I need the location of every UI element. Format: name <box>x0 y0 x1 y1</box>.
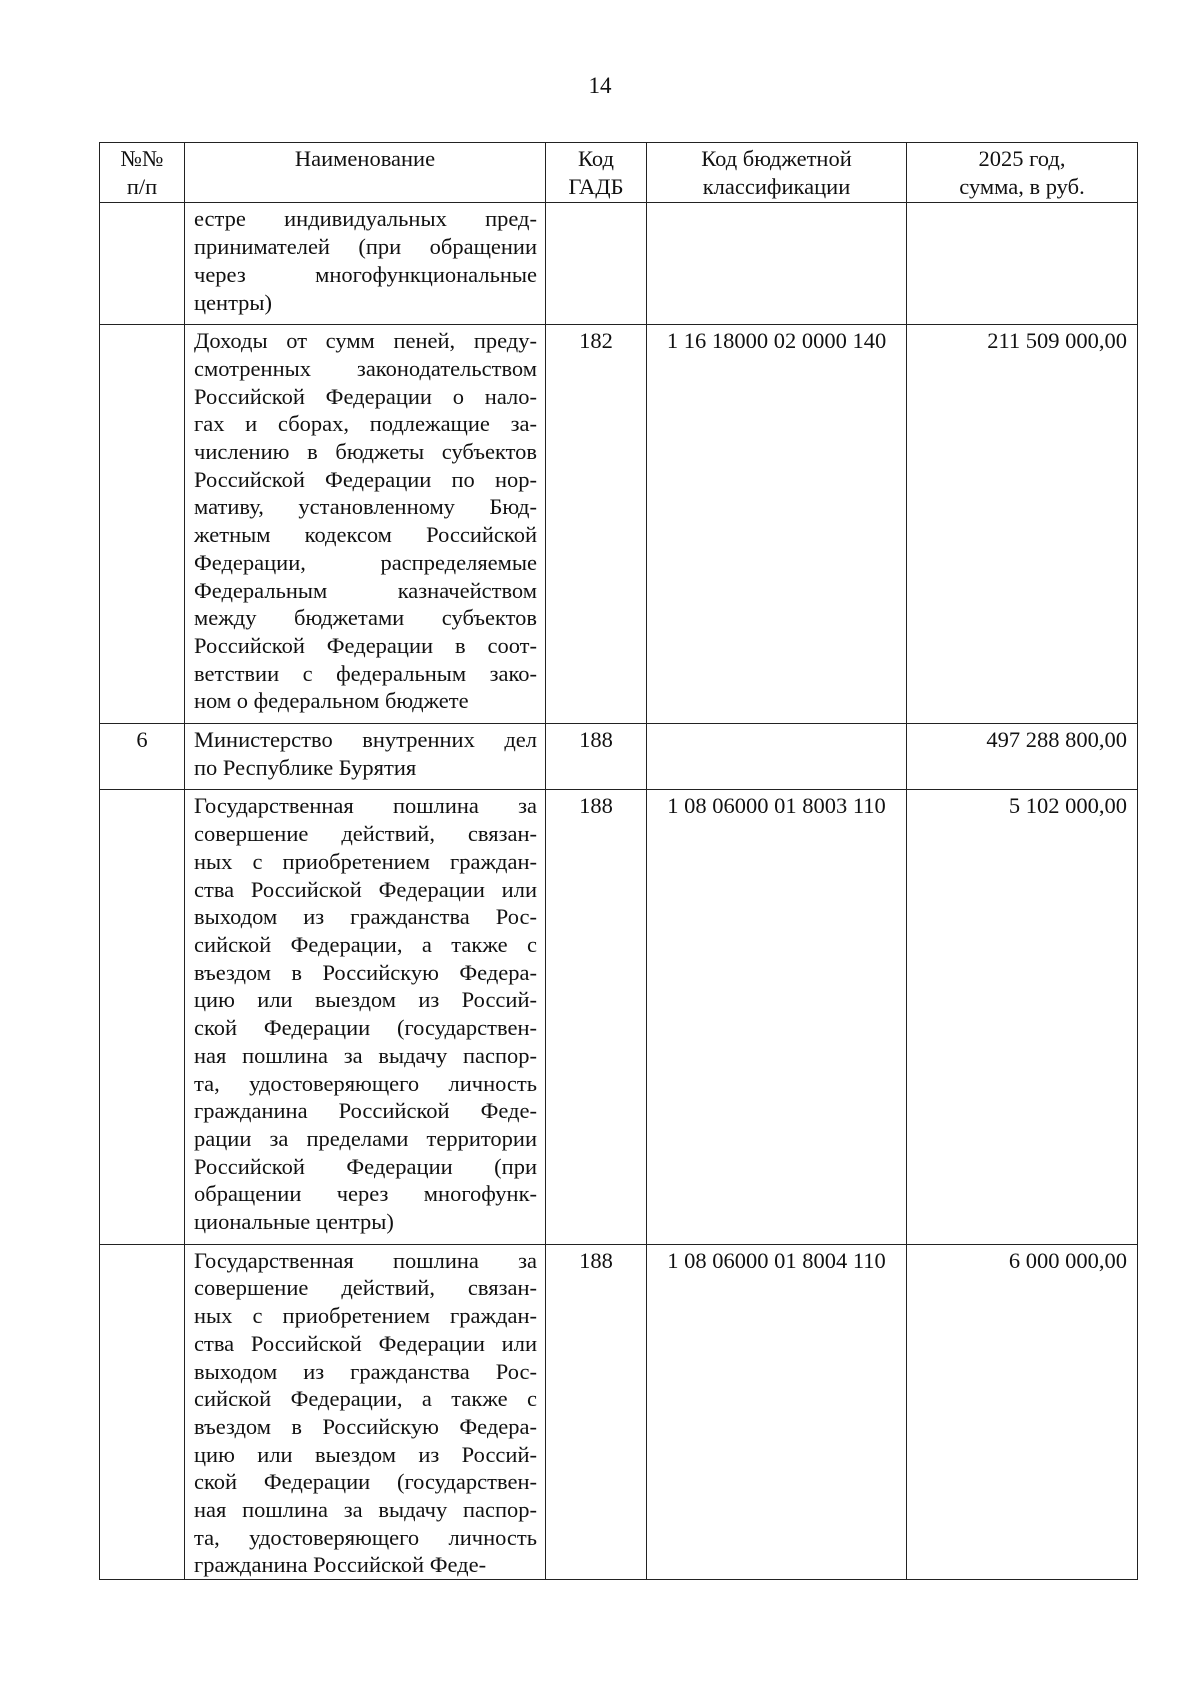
row-name-cell <box>185 790 546 1244</box>
row-name-line: ная пошлина за выдачу паспор- <box>194 1042 537 1068</box>
row-gadb-cell: 182 <box>546 325 647 724</box>
row-name-line: выходом из гражданства Рос- <box>194 904 537 930</box>
row-name-line: Российской Федерации (при <box>194 1153 537 1179</box>
row-name-line: числению в бюджеты субъектов <box>194 439 537 465</box>
row-name-line: Российской Федерации в соот- <box>194 632 537 658</box>
row-name-cell <box>185 724 546 790</box>
row-name-line: сийской Федерации, а также с <box>194 1386 537 1412</box>
row-name-line: между бюджетами субъектов <box>194 605 537 631</box>
row-name-line: та, удостоверяющего личность <box>194 1070 537 1096</box>
row-name-line: ской Федерации (государствен- <box>194 1015 537 1041</box>
table-row <box>100 790 1138 1244</box>
header-gadb-line2: ГАДБ <box>568 173 624 199</box>
header-sum-line2: сумма, в руб. <box>959 173 1085 199</box>
row-name-line: Федерации, распределяемые <box>194 549 537 575</box>
table-row <box>100 1244 1138 1579</box>
row-name-line: ства Российской Федерации или <box>194 876 537 902</box>
row-name-line: Российской Федерации по нор- <box>194 466 537 492</box>
row-name-line: ных с приобретением граждан- <box>194 1303 537 1329</box>
row-name-cell <box>185 203 546 325</box>
row-name-line: цию или выездом из Россий- <box>194 1441 537 1467</box>
header-gadb-line1: Код <box>578 146 614 171</box>
row-name-line: гах и сборах, подлежащие за- <box>194 411 537 437</box>
row-number-cell <box>100 1244 185 1579</box>
row-name-line: сийской Федерации, а также с <box>194 931 537 957</box>
row-name-line: мативу, установленному Бюд- <box>194 494 537 520</box>
row-name-line: въездом в Российскую Федера- <box>194 959 537 985</box>
row-name-line: въездом в Российскую Федера- <box>194 1413 537 1439</box>
row-name-line: принимателей (при обращении <box>194 234 537 260</box>
row-name-line: ской Федерации (государствен- <box>194 1469 537 1495</box>
row-number-cell <box>100 203 185 325</box>
header-number <box>100 143 185 203</box>
row-sum-cell: 211 509 000,00 <box>907 325 1138 724</box>
row-gadb-cell: 188 <box>546 724 647 790</box>
row-name-line: совершение действий, связан- <box>194 821 537 847</box>
row-kbk-cell <box>647 203 907 325</box>
row-name-line: через многофункциональные <box>194 261 537 287</box>
row-name-line: ная пошлина за выдачу паспор- <box>194 1497 537 1523</box>
row-name-line: гражданина Российской Феде- <box>194 1098 537 1124</box>
row-name-cell <box>185 1244 546 1579</box>
header-name <box>185 143 546 203</box>
header-sum-line1: 2025 год, <box>978 146 1066 171</box>
header-number-line1: №№ <box>120 146 164 171</box>
row-kbk-cell: 1 08 06000 01 8004 110 <box>647 1244 907 1579</box>
row-name-line: по Республике Бурятия <box>194 754 417 780</box>
row-name-line: ства Российской Федерации или <box>194 1330 537 1356</box>
row-kbk-cell: 1 16 18000 02 0000 140 <box>647 325 907 724</box>
row-name-line: Российской Федерации о нало- <box>194 383 537 409</box>
header-kbk-line1: Код бюджетной <box>701 146 852 171</box>
row-name-line: цию или выездом из Россий- <box>194 987 537 1013</box>
row-name-line: совершение действий, связан- <box>194 1275 537 1301</box>
row-gadb-cell: 188 <box>546 1244 647 1579</box>
row-name-line: выходом из гражданства Рос- <box>194 1358 537 1384</box>
row-name-line: Государственная пошлина за <box>194 793 537 819</box>
row-name-line: ветствии с федеральным зако- <box>194 660 537 686</box>
row-name-line: гражданина Российской Феде- <box>194 1552 487 1578</box>
row-name-line: смотренных законодательством <box>194 355 537 381</box>
header-sum <box>907 143 1138 203</box>
row-name-line: центры) <box>194 289 273 315</box>
row-name-line: естре индивидуальных пред- <box>194 206 537 232</box>
row-name-line: ных с приобретением граждан- <box>194 848 537 874</box>
row-sum-cell: 6 000 000,00 <box>907 1244 1138 1579</box>
row-name-line: Федеральным казначейством <box>194 577 537 603</box>
header-kbk <box>647 143 907 203</box>
table-header-row <box>100 143 1138 203</box>
table-row <box>100 325 1138 724</box>
row-gadb-cell <box>546 203 647 325</box>
row-number-cell <box>100 325 185 724</box>
row-name-line: циональные центры) <box>194 1209 394 1235</box>
header-name-text: Наименование <box>294 146 436 171</box>
row-name-cell <box>185 325 546 724</box>
row-sum-cell <box>907 203 1138 325</box>
row-kbk-cell <box>647 724 907 790</box>
row-name-line: Министерство внутренних дел <box>194 727 537 753</box>
row-name-line: та, удостоверяющего личность <box>194 1524 537 1550</box>
table-row <box>100 203 1138 325</box>
row-number-cell <box>100 790 185 1244</box>
row-name-line: обращении через многофунк- <box>194 1181 537 1207</box>
row-name-line: рации за пределами территории <box>194 1125 537 1151</box>
row-sum-cell: 5 102 000,00 <box>907 790 1138 1244</box>
row-name-line: жетным кодексом Российской <box>194 522 537 548</box>
row-name-line: Доходы от сумм пеней, преду- <box>194 328 537 354</box>
row-name-line: Государственная пошлина за <box>194 1247 537 1273</box>
header-number-line2: п/п <box>126 173 158 199</box>
row-sum-cell: 497 288 800,00 <box>907 724 1138 790</box>
header-gadb <box>546 143 647 203</box>
row-kbk-cell: 1 08 06000 01 8003 110 <box>647 790 907 1244</box>
revenue-table <box>99 142 1138 1580</box>
row-number-cell: 6 <box>100 724 185 790</box>
table-body <box>100 203 1138 1580</box>
row-gadb-cell: 188 <box>546 790 647 1244</box>
page-number: 14 <box>588 73 612 98</box>
header-kbk-line2: классификации <box>702 173 851 199</box>
row-name-line: ном о федеральном бюджете <box>194 688 469 714</box>
table-row <box>100 724 1138 790</box>
